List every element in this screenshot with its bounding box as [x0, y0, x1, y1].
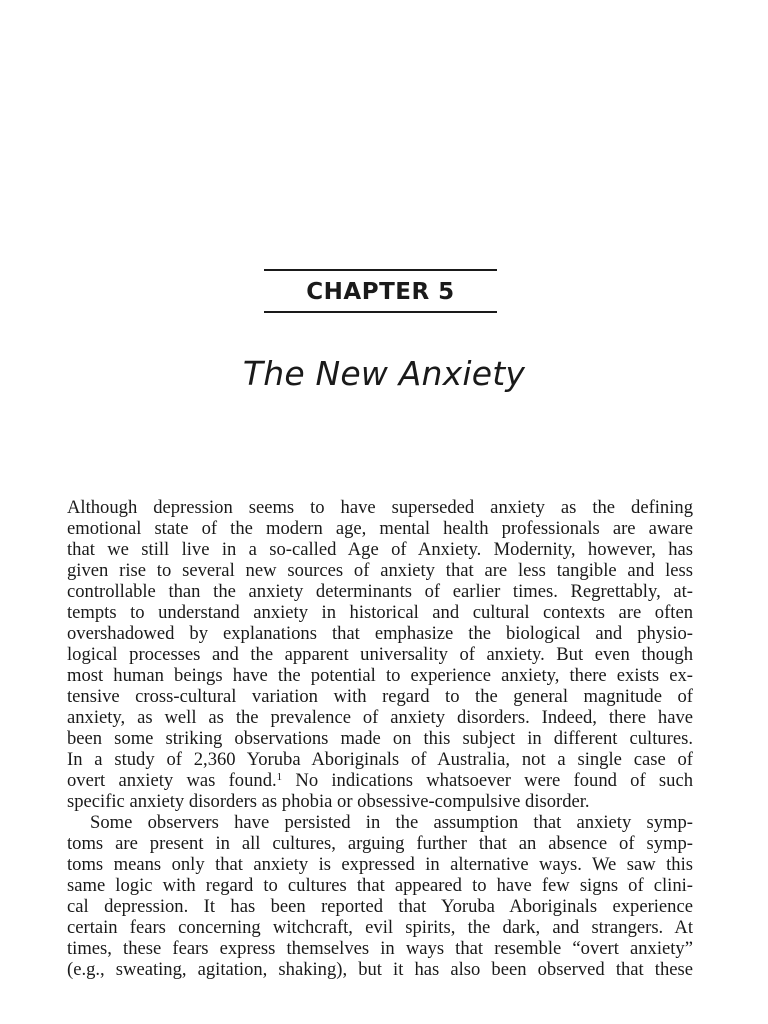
- text-line: been some striking observations made on this subject in different cultures.: [67, 728, 693, 749]
- text-line: tensive cross-cultural variation with regard to the general magnitude of: [67, 686, 693, 707]
- text-line: overshadowed by explanations that emphasize the biological and physio-: [67, 623, 693, 644]
- footnote-marker[interactable]: 1: [276, 771, 283, 783]
- text-line: cal depression. It has been reported that Yoruba Aboriginals experience: [67, 896, 693, 917]
- text-line: (e.g., sweating, agitation, shaking), but it has also been observed that these: [67, 959, 693, 980]
- text-line: controllable than the anxiety determinants of earlier times. Regrettably, at-: [67, 581, 693, 602]
- text-line: that we still live in a so-called Age of Anxiety. Modernity, however, has: [67, 539, 693, 560]
- body-text: [67, 497, 693, 980]
- text-line: toms means only that anxiety is expressed in alternative ways. We saw this: [67, 854, 693, 875]
- text-line: times, these fears express themselves in ways that resemble “overt anxiety”: [67, 938, 693, 959]
- chapter-title: The New Anxiety: [242, 354, 526, 393]
- text-line: toms are present in all cultures, arguing further that an absence of symp-: [67, 833, 693, 854]
- text-line: given rise to several new sources of anxiety that are less tangible and less: [67, 560, 693, 581]
- text-line-with-footnote: [67, 770, 693, 791]
- text-line: anxiety, as well as the prevalence of anxiety disorders. Indeed, there have: [67, 707, 693, 728]
- text-line: certain fears concerning witchcraft, evil spirits, the dark, and strangers. At: [67, 917, 693, 938]
- text-line: Although depression seems to have superseded anxiety as the defining: [67, 497, 693, 518]
- text-line: same logic with regard to cultures that appeared to have few signs of clini-: [67, 875, 693, 896]
- text-line: logical processes and the apparent universality of anxiety. But even though: [67, 644, 693, 665]
- text-line: emotional state of the modern age, mental health professionals are aware: [67, 518, 693, 539]
- text-line: most human beings have the potential to experience anxiety, there exists ex-: [67, 665, 693, 686]
- text-segment: No indications whatsoever were found of such: [282, 770, 694, 791]
- text-line: tempts to understand anxiety in historical and cultural contexts are often: [67, 602, 693, 623]
- chapter-label: CHAPTER 5: [306, 279, 455, 305]
- text-line: Some observers have persisted in the assumption that anxiety symp-: [90, 812, 693, 833]
- chapter-heading: [264, 269, 497, 313]
- text-line: specific anxiety disorders as phobia or obsessive-compulsive disorder.: [67, 791, 590, 812]
- text-line: In a study of 2,360 Yoruba Aboriginals of Australia, not a single case of: [67, 749, 693, 770]
- chapter-bottom-rule: [264, 311, 497, 313]
- text-segment: overt anxiety was found.: [67, 770, 277, 791]
